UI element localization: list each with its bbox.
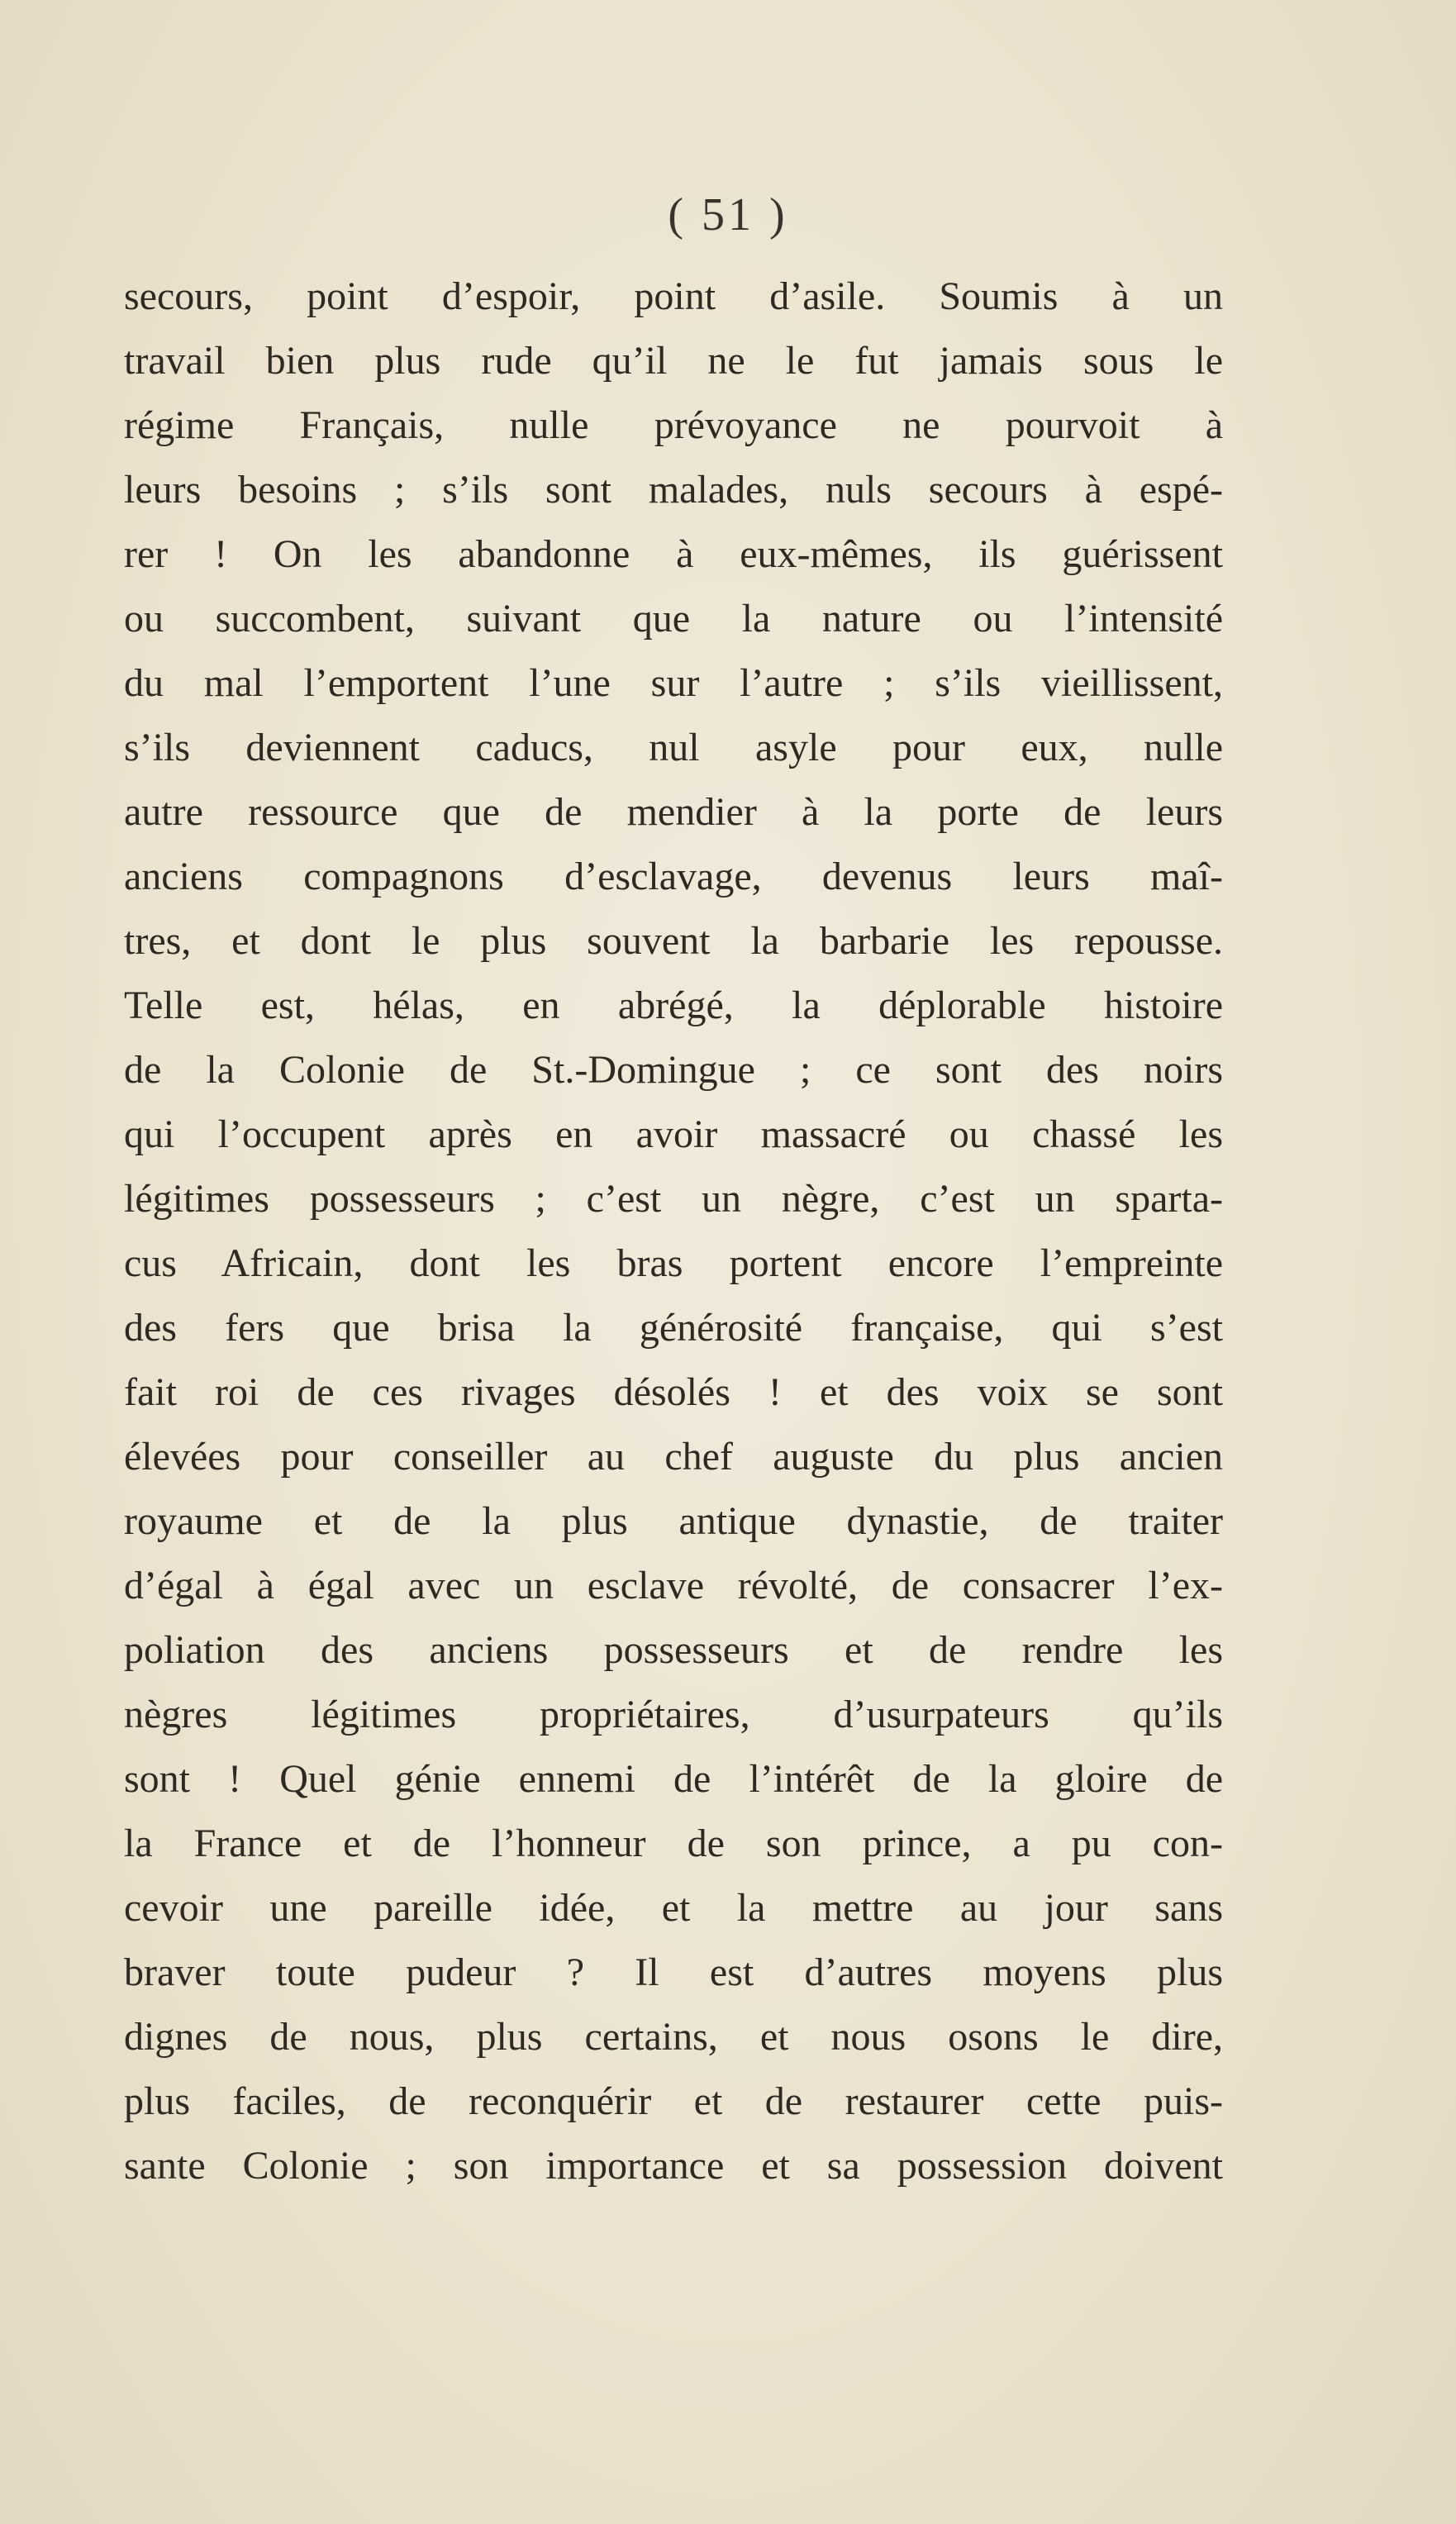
text-line: s’ils deviennent caducs, nul asyle pour eux, nulle xyxy=(124,726,1223,769)
text-line: autre ressource que de mendier à la porte de leurs xyxy=(124,790,1223,834)
text-line: secours, point d’espoir, point d’asile. Soumis à un xyxy=(124,274,1223,318)
text-line: royaume et de la plus antique dynastie, de traiter xyxy=(124,1499,1223,1543)
text-line: élevées pour conseiller au chef auguste du plus ancien xyxy=(124,1435,1223,1479)
text-line: anciens compagnons d’esclavage, devenus leurs maî- xyxy=(124,855,1223,898)
text-line: leurs besoins ; s’ils sont malades, nuls secours à espé- xyxy=(124,468,1223,512)
text-line: poliation des anciens possesseurs et de rendre les xyxy=(124,1628,1223,1672)
page-number: ( 51 ) xyxy=(668,189,788,240)
body-text xyxy=(124,264,1223,2198)
text-line: de la Colonie de St.-Domingue ; ce sont des noirs xyxy=(124,1048,1223,1092)
text-line: rer ! On les abandonne à eux-mêmes, ils guérissent xyxy=(124,532,1223,576)
text-line: braver toute pudeur ? Il est d’autres moyens plus xyxy=(124,1950,1223,1994)
text-line: cus Africain, dont les bras portent encore l’empreinte xyxy=(124,1241,1223,1285)
text-line: régime Français, nulle prévoyance ne pourvoit à xyxy=(124,403,1223,447)
text-line: sont ! Quel génie ennemi de l’intérêt de la gloire de xyxy=(124,1757,1223,1801)
text-line: ou succombent, suivant que la nature ou l’intensité xyxy=(124,597,1223,641)
text-line: des fers que brisa la générosité française, qui s’est xyxy=(124,1306,1223,1350)
text-line: fait roi de ces rivages désolés ! et des voix se sont xyxy=(124,1370,1223,1414)
text-line: plus faciles, de reconquérir et de restaurer cette puis- xyxy=(124,2079,1223,2123)
text-line: nègres légitimes propriétaires, d’usurpateurs qu’ils xyxy=(124,1693,1223,1736)
text-line: d’égal à égal avec un esclave révolté, de consacrer l’ex- xyxy=(124,1564,1223,1607)
text-line: Telle est, hélas, en abrégé, la déplorable histoire xyxy=(124,983,1223,1027)
text-line: qui l’occupent après en avoir massacré ou chassé les xyxy=(124,1112,1223,1156)
text-line: sante Colonie ; son importance et sa possession doivent xyxy=(124,2144,1223,2188)
text-line: tres, et dont le plus souvent la barbarie les repousse. xyxy=(124,919,1223,963)
text-line: cevoir une pareille idée, et la mettre au jour sans xyxy=(124,1886,1223,1930)
text-line: la France et de l’honneur de son prince, a pu con- xyxy=(124,1822,1223,1865)
text-line: travail bien plus rude qu’il ne le fut jamais sous le xyxy=(124,339,1223,383)
text-line: légitimes possesseurs ; c’est un nègre, c’est un sparta- xyxy=(124,1177,1223,1221)
text-line: dignes de nous, plus certains, et nous osons le dire, xyxy=(124,2015,1223,2059)
text-line: du mal l’emportent l’une sur l’autre ; s’ils vieillissent, xyxy=(124,661,1223,705)
